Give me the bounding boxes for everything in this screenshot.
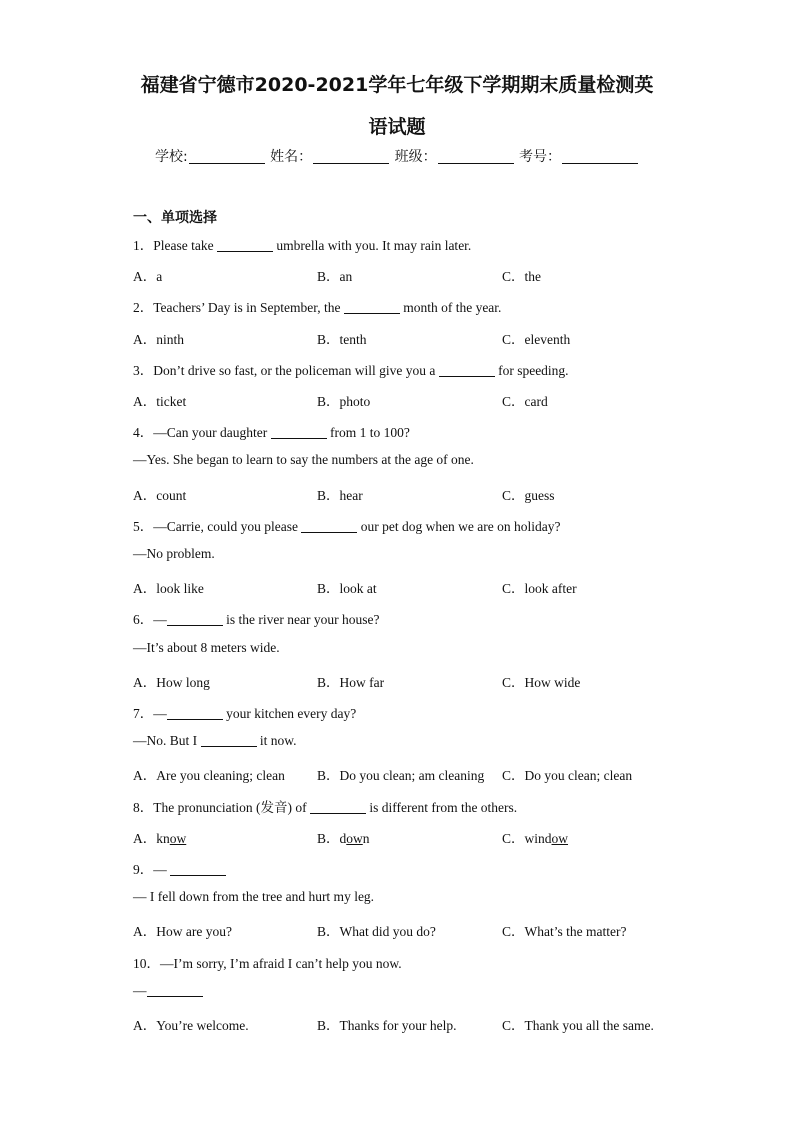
question-6-option-c[interactable]: C．How wide [502, 675, 581, 690]
answer-blank [301, 519, 357, 533]
question-8-option-c[interactable]: C．window [502, 831, 569, 846]
answer-blank [170, 862, 226, 876]
answer-blank [439, 363, 495, 377]
answer-blank [147, 983, 203, 997]
question-8-option-a[interactable]: A．know [133, 831, 187, 846]
answer-blank [167, 706, 223, 720]
question-10-reply: — [133, 983, 203, 999]
page-title-continued: 语试题 [368, 116, 426, 138]
answer-blank [201, 733, 257, 747]
question-1-option-a[interactable]: A．a [133, 269, 163, 284]
question-7-stem: 7．— your kitchen every day? [133, 706, 357, 721]
school-label: 学校: [154, 149, 188, 165]
question-5-option-b[interactable]: B．look at [317, 581, 377, 596]
question-3-option-b[interactable]: B．photo [317, 394, 371, 409]
question-4-option-a[interactable]: A．count [133, 488, 187, 503]
question-10-option-a[interactable]: A．You’re welcome. [133, 1018, 249, 1033]
question-2-stem: 2．Teachers’ Day is in September, the month of the year. [133, 300, 502, 315]
question-6-option-b[interactable]: B．How far [317, 675, 385, 690]
question-1-option-b[interactable]: B．an [317, 269, 353, 284]
answer-blank [310, 800, 366, 814]
question-4-option-b[interactable]: B．hear [317, 488, 363, 503]
answer-blank [344, 300, 400, 314]
question-4-option-c[interactable]: C．guess [502, 488, 555, 503]
question-9-reply: — I fell down from the tree and hurt my leg. [133, 889, 375, 904]
page-title: 福建省宁德市2020-2021学年七年级下学期期末质量检测英 [140, 74, 654, 96]
question-5-reply: —No problem. [133, 546, 215, 561]
question-7-option-c[interactable]: C．Do you clean; clean [502, 768, 633, 783]
question-6-reply: —It’s about 8 meters wide. [133, 640, 280, 655]
question-7-option-b[interactable]: B．Do you clean; am cleaning [317, 768, 485, 783]
answer-blank [271, 425, 327, 439]
question-9-option-a[interactable]: A．How are you? [133, 924, 232, 939]
question-4-reply: —Yes. She began to learn to say the numbers at the age of one. [133, 452, 474, 467]
question-8-option-b[interactable]: B．down [317, 831, 370, 846]
question-3-option-c[interactable]: C．card [502, 394, 548, 409]
section-heading: 一、单项选择 [133, 210, 217, 226]
question-10-option-b[interactable]: B．Thanks for your help. [317, 1018, 457, 1033]
question-8-stem: 8．The pronunciation (发音) of is different from the others. [133, 800, 518, 815]
question-2-option-a[interactable]: A．ninth [133, 332, 185, 347]
question-7-reply: —No. But I it now. [133, 733, 297, 748]
answer-blank [167, 612, 223, 626]
question-2-option-c[interactable]: C．eleventh [502, 332, 571, 347]
question-9-option-c[interactable]: C．What’s the matter? [502, 924, 627, 939]
question-3-stem: 3．Don’t drive so fast, or the policeman will give you a for speeding. [133, 363, 569, 378]
school-field[interactable] [189, 149, 265, 164]
question-9-option-b[interactable]: B．What did you do? [317, 924, 436, 939]
question-6-stem: 6．— is the river near your house? [133, 612, 380, 627]
student-info-row [0, 146, 794, 166]
name-label: 姓名： [270, 149, 313, 165]
question-4-stem: 4．—Can your daughter from 1 to 100? [133, 425, 410, 440]
question-5-option-c[interactable]: C．look after [502, 581, 577, 596]
question-7-option-a[interactable]: A．Are you cleaning; clean [133, 768, 285, 783]
name-field[interactable] [313, 149, 389, 164]
question-2-option-b[interactable]: B．tenth [317, 332, 367, 347]
question-5-option-a[interactable]: A．look like [133, 581, 204, 596]
class-label: 班级： [394, 149, 437, 165]
question-10-stem: 10．—I’m sorry, I’m afraid I can’t help you now. [133, 956, 402, 971]
answer-blank [217, 238, 273, 252]
question-3-option-a[interactable]: A．ticket [133, 394, 187, 409]
question-6-option-a[interactable]: A．How long [133, 675, 210, 690]
class-field[interactable] [438, 149, 514, 164]
question-1-stem: 1．Please take umbrella with you. It may rain later. [133, 238, 472, 253]
question-10-option-c[interactable]: C．Thank you all the same. [502, 1018, 654, 1033]
exam-number-field[interactable] [562, 149, 638, 164]
question-9-stem: 9．— [133, 858, 226, 878]
exam-number-label: 考号： [519, 149, 562, 165]
question-5-stem: 5．—Carrie, could you please our pet dog when we are on holiday? [133, 519, 561, 534]
question-1-option-c[interactable]: C．the [502, 269, 541, 284]
